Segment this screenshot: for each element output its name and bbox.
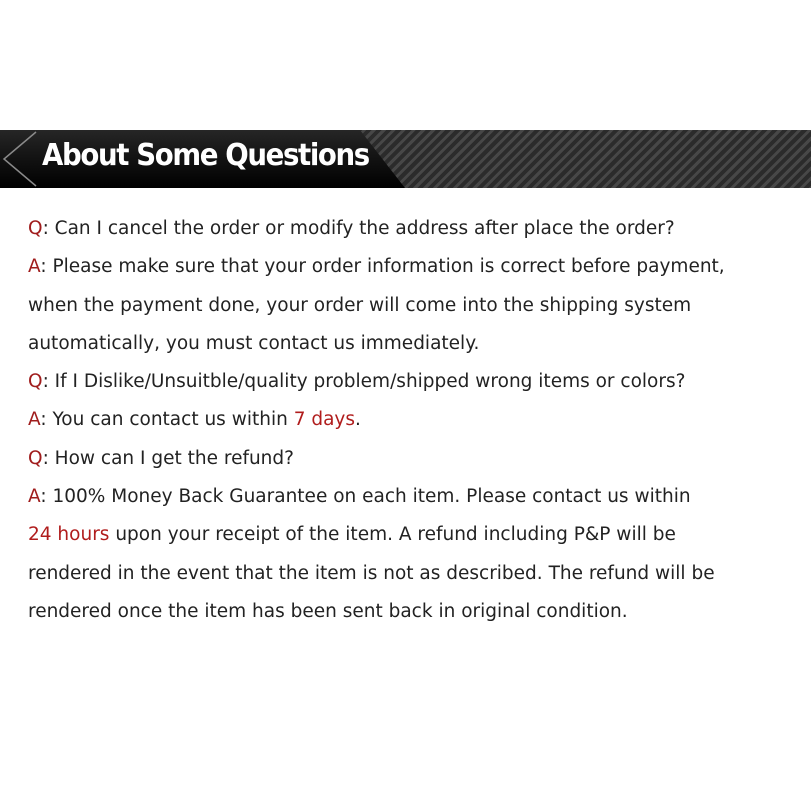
answer-marker: A [28, 256, 41, 278]
banner-title: About Some Questions [42, 138, 369, 173]
faq-text: rendered in the event that the item is not as described. The refund will be [28, 562, 715, 584]
faq-answer-continuation [28, 329, 798, 367]
faq-answer-line [28, 482, 798, 520]
faq-answer-continuation [28, 597, 798, 635]
faq-text: : Can I cancel the order or modify the address after place the order? [42, 218, 675, 239]
faq-answer-continuation [28, 291, 798, 329]
faq-answer-continuation [28, 520, 798, 558]
faq-question-line [28, 367, 798, 405]
answer-marker: A [28, 486, 41, 508]
faq-text: : If I Dislike/Unsuitble/quality problem/shipped wrong items or colors? [42, 371, 686, 393]
faq-text: rendered once the item has been sent back in original condition. [28, 600, 628, 622]
question-marker: Q [28, 218, 43, 239]
question-marker: Q [28, 371, 43, 393]
faq-answer-line [28, 252, 798, 290]
faq-text: when the payment done, your order will come into the shipping system [28, 294, 692, 316]
highlighted-text: 7 days [293, 409, 356, 431]
faq-text: : You can contact us within [40, 409, 294, 431]
faq-list [28, 214, 798, 635]
faq-answer-line [28, 405, 798, 443]
faq-text: : How can I get the refund? [42, 447, 294, 469]
faq-question-line [28, 214, 798, 252]
faq-answer-continuation [28, 559, 798, 597]
answer-marker: A [28, 409, 41, 431]
faq-text: upon your receipt of the item. A refund including P&P will be [109, 524, 676, 546]
section-banner [0, 130, 811, 188]
highlighted-text: 24 hours [28, 524, 110, 546]
faq-text: : 100% Money Back Guarantee on each item. Please contact us within [40, 486, 691, 508]
faq-text: automatically, you must contact us immediately. [28, 332, 480, 354]
question-marker: Q [28, 447, 43, 469]
faq-text: . [355, 409, 361, 431]
faq-question-line [28, 444, 798, 482]
faq-text: : Please make sure that your order information is correct before payment, [40, 256, 725, 278]
